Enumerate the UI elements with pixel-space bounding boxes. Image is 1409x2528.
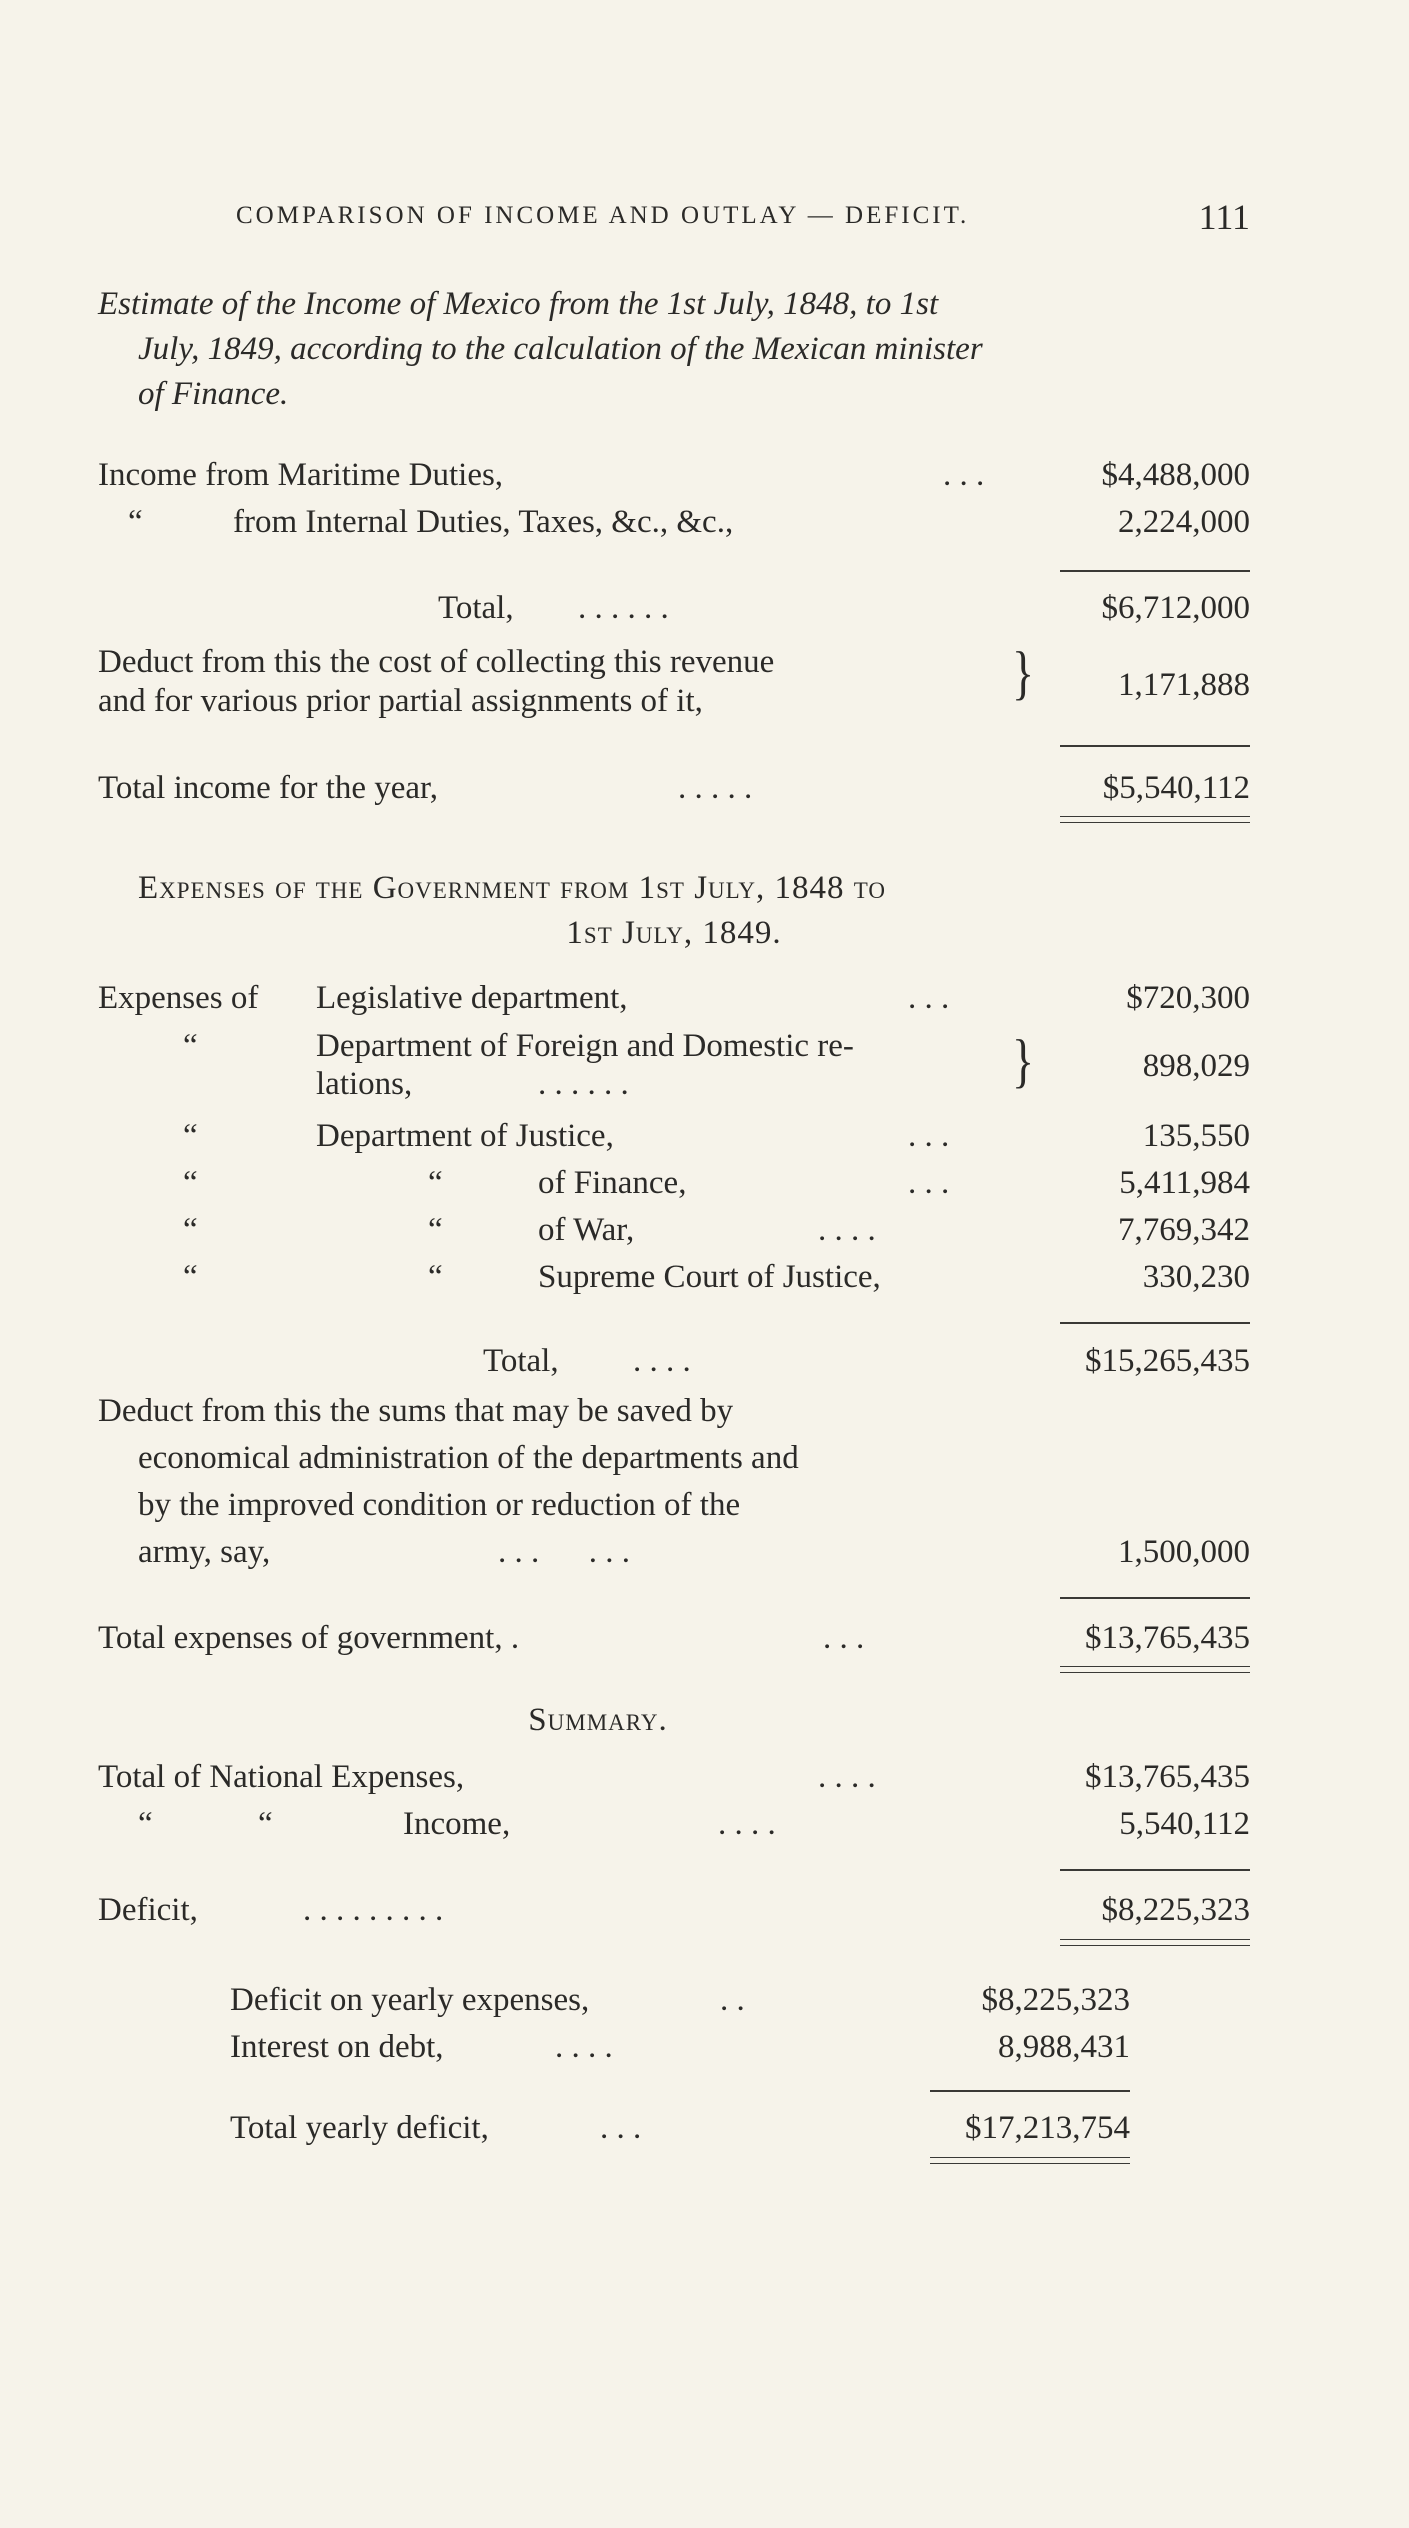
expense-amount: 135,550 [1142,1118,1250,1154]
sum-rule [1060,1869,1250,1871]
deduct-amount-row [98,665,1250,705]
yearly-amount: $8,225,323 [981,1982,1130,2018]
leader-dots: . . . . . . [578,590,669,626]
total-label: Total, [438,590,514,626]
leader-dots: . . . . [818,1212,876,1248]
ditto-mark: “ [183,1165,198,1201]
deduct-line-1: Deduct from this the cost of collecting this revenue [98,644,775,680]
expense-label-line-2: lations, [316,1066,413,1102]
intro-line-2: July, 1849, according to the calculation of the Mexican minister [138,331,983,367]
double-rule-bottom [1060,1672,1250,1673]
summary-income-row [98,1804,1250,1844]
deduct-army-row [98,1532,1250,1572]
deduct-line-2: and for various prior partial assignments of it, [98,683,703,719]
summary-amount: $13,765,435 [1085,1759,1250,1795]
double-rule-bottom [930,2163,1130,2164]
expense-label: Department of Justice, [316,1118,614,1154]
expense-label: Supreme Court of Justice, [538,1259,881,1295]
interest-amount: 8,988,431 [998,2029,1130,2065]
expenses-total-row [98,1341,1250,1381]
leader-dots: . . . [908,1165,950,1201]
expense-row-foreign [98,1026,1250,1106]
income-estimate-title [98,282,1258,417]
leader-dots: . . . . [555,2029,613,2065]
intro-line-3: of Finance. [138,376,289,412]
brace: } [1012,639,1035,706]
leader-dots: . . . [600,2110,642,2146]
leader-dots: . . [720,1982,745,2018]
leader-dots: . . . . . . [498,1534,630,1570]
double-rule-bottom [1060,1945,1250,1946]
summary-amount: 5,540,112 [1119,1806,1250,1842]
expense-label: Legislative department, [316,980,628,1016]
summary-expenses-row [98,1757,1250,1797]
expense-row-legislative [98,978,1250,1018]
double-rule-top [1060,1666,1250,1667]
total-yearly-label: Total yearly deficit, [230,2110,489,2146]
double-rule-top [1060,816,1250,817]
double-rule-top [930,2157,1130,2158]
expense-label-line-1: Department of Foreign and Domestic re- [316,1028,854,1064]
expenses-heading-1: Expenses of the Government from 1st July, 1848 to [138,870,887,906]
expense-amount: 5,411,984 [1119,1165,1250,1201]
leader-dots: . . . . [718,1806,776,1842]
leader-dots: . . . [908,980,950,1016]
total-label: Total, [483,1343,559,1379]
leader-dots: . . . . . . . . . [303,1892,444,1928]
summary-label: Total of National Expenses, [98,1759,465,1795]
leader-dots: . . . . . . [538,1066,629,1102]
summary-heading: Summary. [528,1702,668,1738]
deduct-amount: 1,171,888 [1118,667,1250,703]
leader-dots: . . . [908,1118,950,1154]
income-year-total-row [98,768,1250,808]
leader-dots: . . . [943,457,985,493]
ditto-mark: “ [128,504,143,540]
interest-row [230,2027,1130,2067]
total-yearly-amount: $17,213,754 [965,2110,1130,2146]
ditto-mark: “ [428,1212,443,1248]
expense-amount: 330,230 [1142,1259,1250,1295]
income-row-internal [98,502,1250,542]
leader-dots: . . . . . [678,770,753,806]
ditto-mark: “ [428,1259,443,1295]
sum-rule [1060,570,1250,572]
expense-amount: $720,300 [1126,980,1250,1016]
ditto-mark: “ [258,1806,273,1842]
summary-label: Income, [403,1806,511,1842]
deduct-line-1: Deduct from this the sums that may be saved by [98,1393,734,1429]
intro-line-1: Estimate of the Income of Mexico from the 1st July, 1848, to 1st [98,286,939,322]
ditto-mark: “ [183,1118,198,1154]
ditto-mark: “ [138,1806,153,1842]
leader-dots: . . . [823,1620,865,1656]
leader-dots: . . . . [818,1759,876,1795]
sum-rule [1060,1597,1250,1599]
running-header [98,196,1250,242]
sum-rule [1060,745,1250,747]
brace: } [1012,1027,1035,1094]
leader-dots: . . . . [633,1343,691,1379]
total-amount: $6,712,000 [1101,590,1250,626]
expense-row-war [98,1210,1250,1250]
expense-label: of War, [538,1212,635,1248]
ditto-mark: “ [428,1165,443,1201]
income-total-row [98,588,1250,628]
ditto-mark: “ [183,1212,198,1248]
yearly-deficit-row [230,1980,1130,2020]
sum-rule [1060,1322,1250,1324]
expense-amount: 898,029 [1142,1048,1250,1084]
expenses-heading-2: 1st July, 1849. [566,915,782,951]
year-total-label: Total income for the year, [98,770,438,806]
sum-rule [930,2090,1130,2092]
gov-total-amount: $13,765,435 [1085,1620,1250,1656]
deduct-line-2: economical administration of the departments and [138,1440,799,1476]
interest-label: Interest on debt, [230,2029,444,2065]
yearly-label: Deficit on yearly expenses, [230,1982,590,2018]
gov-total-row [98,1618,1250,1658]
income-label: Income from Maritime Duties, [98,457,504,493]
deficit-row [98,1890,1250,1930]
total-yearly-deficit-row [230,2108,1130,2148]
income-label: from Internal Duties, Taxes, &c., &c., [233,504,734,540]
running-title: COMPARISON OF INCOME AND OUTLAY — DEFICIT. [236,202,970,229]
expense-label: of Finance, [538,1165,687,1201]
expense-amount: 7,769,342 [1118,1212,1250,1248]
page-number: 111 [1198,197,1250,237]
expenses-deduction [98,1388,1098,1529]
ditto-mark: “ [183,1028,198,1064]
deficit-amount: $8,225,323 [1101,1892,1250,1928]
expense-row-finance [98,1163,1250,1203]
income-row-maritime [98,455,1250,495]
ditto-mark: “ [183,1259,198,1295]
income-amount: 2,224,000 [1118,504,1250,540]
gov-total-label: Total expenses of government, . [98,1620,520,1656]
deduct-line-3: by the improved condition or reduction of the [138,1487,741,1523]
deduct-line-4: army, say, [138,1534,271,1570]
total-amount: $15,265,435 [1085,1343,1250,1379]
expense-prefix: Expenses of [98,980,259,1016]
income-amount: $4,488,000 [1101,457,1250,493]
expense-row-justice [98,1116,1250,1156]
year-total-amount: $5,540,112 [1102,770,1250,806]
deduct-amount: 1,500,000 [1118,1534,1250,1570]
expense-row-supreme-court [98,1257,1250,1297]
double-rule-bottom [1060,822,1250,823]
deficit-label: Deficit, [98,1892,198,1928]
double-rule-top [1060,1939,1250,1940]
